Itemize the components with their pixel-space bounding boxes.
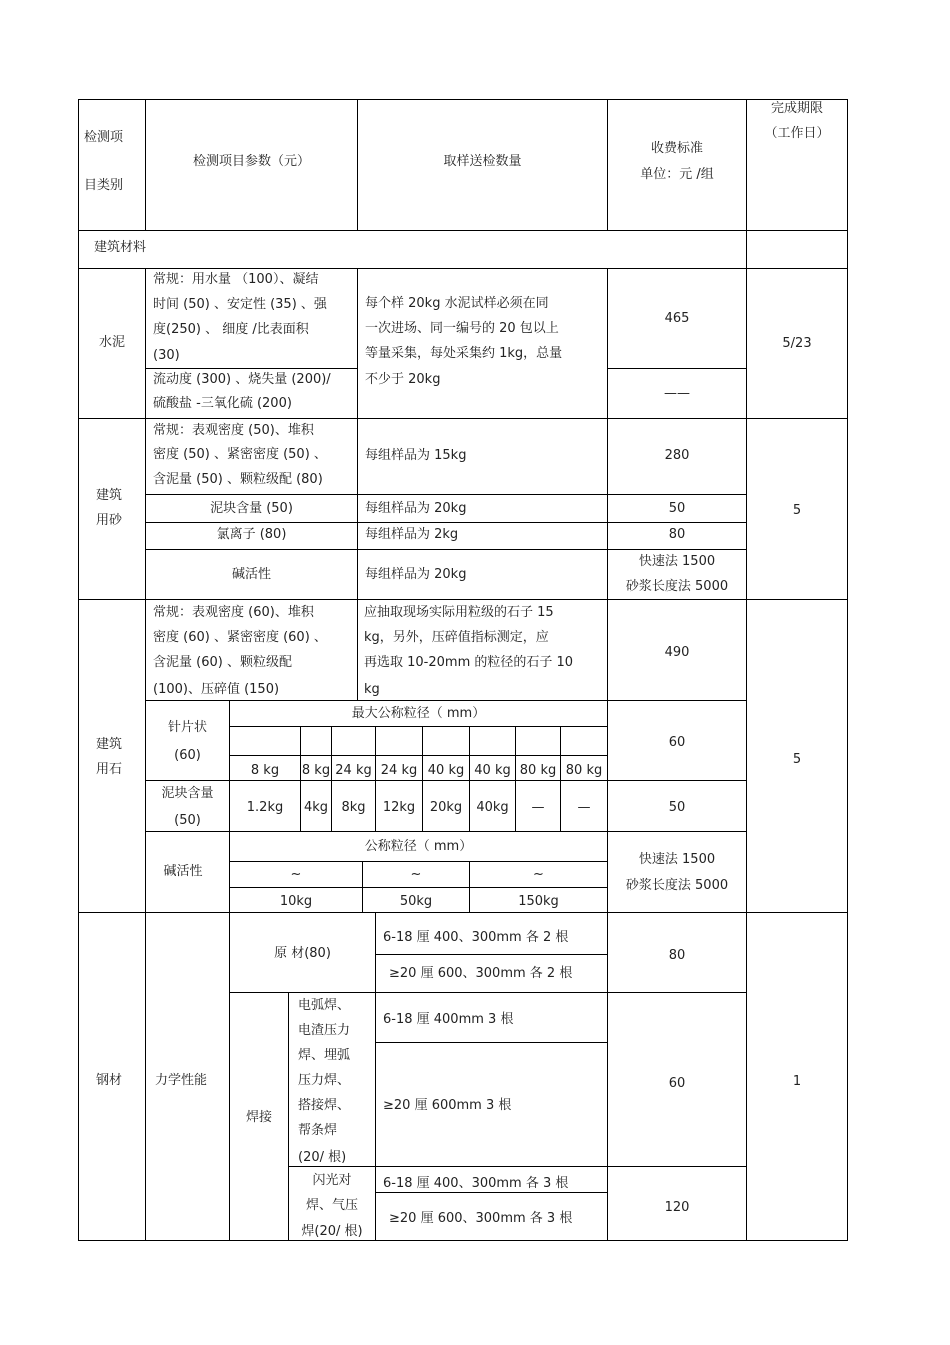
alkali-amount: 10kg: [279, 894, 313, 909]
alkali-tilde: ~: [533, 867, 544, 882]
weld1-line: 焊、埋弧: [298, 1048, 351, 1063]
weld1-line: 压力焊、: [298, 1073, 351, 1088]
stone-fee-mud: 50: [668, 800, 686, 815]
weld1-line: 搭接焊、: [298, 1098, 351, 1113]
mud-amount: 12kg: [382, 800, 416, 815]
header-period-line2: （工作日）: [764, 126, 830, 141]
alkali-amount: 150kg: [518, 894, 559, 909]
steel-weld2-s2: ≥20 厘 600、300mm 各 3 根: [389, 1211, 573, 1226]
stone-sampling1-l4: kg: [364, 682, 380, 697]
steel-fee-weld1: 60: [668, 1076, 686, 1091]
mud-amount: 8kg: [341, 800, 366, 815]
weld2-line: 焊(20/ 根): [301, 1224, 363, 1239]
cement-period: 5/23: [782, 336, 812, 351]
weld2-line: 闪光对: [312, 1173, 352, 1188]
weld1-line: 帮条焊: [298, 1123, 338, 1138]
cement-name: 水泥: [98, 335, 125, 350]
sand-sampling1: 每组样品为 15kg: [365, 448, 467, 463]
cement-params1-l3: 度(250) 、 细度 /比表面积: [153, 322, 309, 337]
cement-params2-l1: 流动度 (300) 、烧失量 (200)/: [153, 372, 331, 387]
cement-sampling-l4: 不少于 20kg: [365, 372, 441, 387]
needle-amount: 24 kg: [380, 763, 418, 778]
sand-params4: 碱活性: [231, 567, 271, 582]
stone-alkali: 碱活性: [163, 864, 203, 879]
weld1-line: (20/ 根): [298, 1150, 347, 1165]
alkali-tilde: ~: [410, 867, 422, 882]
steel-raw: 原 材(80): [274, 946, 331, 961]
stone-needle-l1: 针片状: [167, 720, 207, 735]
stone-params1-l3: 含泥量 (60) 、颗粒级配: [153, 655, 292, 670]
weld1-line: 电弧焊、: [298, 998, 351, 1013]
sand-params1-l2: 密度 (50) 、紧密密度 (50) 、: [153, 447, 327, 462]
cement-params1-l1: 常规：用水量 （100）、凝结: [153, 272, 319, 287]
needle-amount: 40 kg: [474, 763, 511, 778]
cement-sampling-l1: 每个样 20kg 水泥试样必须在同: [365, 296, 549, 311]
sand-name-l2: 用砂: [95, 513, 122, 528]
steel-period: 1: [792, 1074, 802, 1089]
header-category-line1: 检测项: [84, 130, 124, 145]
stone-period: 5: [792, 752, 802, 767]
header-fee-title: 收费标准: [650, 141, 703, 156]
steel-raw-s2: ≥20 厘 600、300mm 各 2 根: [389, 966, 573, 981]
alkali-amount: 50kg: [399, 894, 433, 909]
stone-mud-l1: 泥块含量: [161, 786, 214, 801]
stone-size-header: 最大公称粒径（ mm）: [351, 706, 486, 721]
steel-raw-s1: 6-18 厘 400、300mm 各 2 根: [383, 930, 569, 945]
sand-period: 5: [792, 503, 802, 518]
weld2-line: 焊、气压: [305, 1198, 358, 1213]
sand-fee4-l2: 砂浆长度法 5000: [625, 579, 729, 594]
header-period-line1: 完成期限: [770, 101, 823, 116]
mud-amount: 1.2kg: [246, 800, 284, 815]
steel-name: 钢材: [95, 1073, 122, 1088]
sand-params3: 氯离子 (80): [216, 527, 287, 542]
steel-weld: 焊接: [245, 1110, 272, 1125]
stone-params1-l4: (100)、压碎值 (150): [153, 682, 280, 697]
steel-fee-raw: 80: [668, 948, 686, 963]
mud-amount: 4kg: [303, 800, 329, 815]
stone-params1-l1: 常规：表观密度 (60)、堆积: [153, 605, 314, 620]
needle-amount: 80 kg: [519, 763, 557, 778]
header-fee-unit: 单位：元 /组: [640, 167, 714, 182]
steel-prop: 力学性能: [155, 1073, 208, 1088]
cement-fee1: 465: [664, 311, 690, 326]
steel-weld2-s1: 6-18 厘 400、300mm 各 3 根: [383, 1176, 569, 1191]
steel-weld1-s2: ≥20 厘 600mm 3 根: [383, 1098, 512, 1113]
sand-sampling3: 每组样品为 2kg: [365, 527, 459, 542]
cement-params1-l2: 时间 (50) 、安定性 (35) 、强: [153, 297, 327, 312]
sand-params1-l3: 含泥量 (50) 、颗粒级配 (80): [153, 472, 323, 487]
cement-params1-l4: (30): [153, 348, 180, 363]
steel-fee-weld2: 120: [664, 1200, 690, 1215]
steel-weld1-s1: 6-18 厘 400mm 3 根: [383, 1012, 514, 1027]
stone-fee-alkali-l1: 快速法 1500: [638, 852, 716, 867]
stone-sampling1-l1: 应抽取现场实际用粒级的石子 15: [364, 605, 554, 620]
stone-name-l1: 建筑: [95, 737, 122, 752]
sand-fee1: 280: [664, 448, 690, 463]
sand-fee4-l1: 快速法 1500: [638, 554, 716, 569]
cement-sampling-l3: 等量采集，每处采集约 1kg，总量: [365, 346, 563, 361]
needle-amount: 24 kg: [335, 763, 372, 778]
needle-amount: 8 kg: [301, 763, 331, 778]
sand-name-l1: 建筑: [95, 488, 122, 503]
stone-fee-needle: 60: [668, 735, 686, 750]
stone-sampling1-l3: 再选取 10-20mm 的粒径的石子 10: [364, 655, 574, 670]
cement-sampling-l2: 一次进场、同一编号的 20 包以上: [365, 321, 559, 336]
sand-sampling4: 每组样品为 20kg: [365, 567, 467, 582]
sand-params1-l1: 常规：表观密度 (50)、堆积: [153, 423, 314, 438]
alkali-tilde: ~: [290, 867, 302, 882]
stone-mud-l2: (50): [174, 813, 201, 828]
cement-fee2: ——: [664, 386, 690, 401]
stone-sampling1-l2: kg，另外，压碎值指标测定，应: [364, 630, 549, 645]
sand-params2: 泥块含量 (50): [210, 501, 293, 516]
stone-fee-alkali-l2: 砂浆长度法 5000: [625, 878, 729, 893]
header-params: 检测项目参数（元）: [192, 154, 310, 169]
stone-fee1: 490: [664, 645, 690, 660]
mud-amount: —: [531, 800, 545, 815]
needle-amount: 40 kg: [427, 763, 465, 778]
stone-params1-l2: 密度 (60) 、紧密密度 (60) 、: [153, 630, 327, 645]
weld1-line: 电渣压力: [298, 1023, 351, 1038]
needle-amount: 8 kg: [250, 763, 280, 778]
header-sampling: 取样送检数量: [443, 154, 522, 169]
mud-amount: 20kg: [429, 800, 463, 815]
stone-name-l2: 用石: [95, 762, 122, 777]
section-title: 建筑材料: [94, 240, 147, 255]
stone-alkali-header: 公称粒径（ mm）: [364, 839, 473, 854]
mud-amount: 40kg: [476, 800, 509, 815]
header-category-line2: 目类别: [84, 178, 124, 193]
stone-needle-l2: (60): [174, 748, 201, 763]
sand-fee2: 50: [668, 501, 686, 516]
cement-params2-l2: 硫酸盐 -三氧化硫 (200): [153, 396, 292, 411]
mud-amount: —: [577, 800, 591, 815]
sand-sampling2: 每组样品为 20kg: [365, 501, 467, 516]
needle-amount: 80 kg: [565, 763, 603, 778]
sand-fee3: 80: [668, 527, 686, 542]
